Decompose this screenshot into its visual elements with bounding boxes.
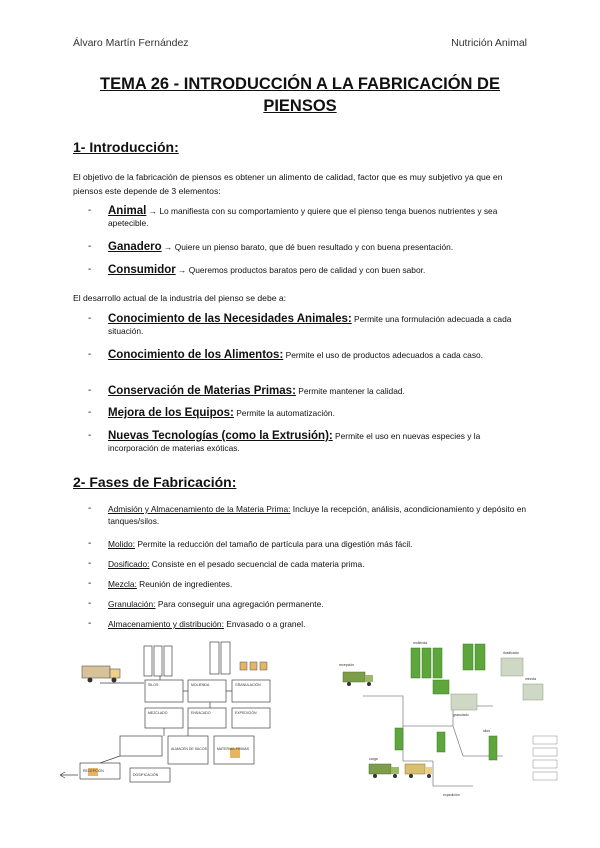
silo-shape <box>411 648 420 678</box>
legend-box <box>533 748 557 756</box>
silo-shape <box>463 644 473 670</box>
factor-term: Conocimiento de las Necesidades Animales: <box>108 313 352 325</box>
silo-shape <box>422 648 431 678</box>
plant-label: SILOS <box>148 683 159 687</box>
bullet-dash: - <box>88 618 92 629</box>
hopper-shape <box>250 662 257 670</box>
silo-shape <box>144 646 152 676</box>
factor-item <box>88 430 528 454</box>
silo-shape <box>164 646 172 676</box>
plant-label: EXPEDICIÓN <box>235 711 257 715</box>
element-item-ganadero <box>88 241 528 253</box>
bullet-dash: - <box>88 578 92 589</box>
phase-term: Mezcla: <box>108 579 137 589</box>
hopper-shape <box>240 662 247 670</box>
element-term: Animal <box>108 205 147 217</box>
plant-label: expedición <box>443 793 460 797</box>
bullet-dash: - <box>88 264 92 275</box>
truck-shape <box>369 764 399 778</box>
section-1-intro: El objetivo de la fabricación de piensos es obtener un alimento de calidad, factor que es muy subjetivo ya que en piensos este depende de 3 elementos: <box>73 172 503 196</box>
hopper-shape <box>260 662 267 670</box>
element-text: → Queremos productos baratos pero de calidad y con buen sabor. <box>175 265 426 275</box>
silo-shape <box>221 642 230 674</box>
element-text: → Lo manifiesta con su comportamiento y quiere que el pienso tenga buenos nutrientes y sea apetecible. <box>108 206 498 228</box>
phase-term: Almacenamiento y distribución: <box>108 619 224 629</box>
bullet-dash: - <box>88 349 92 360</box>
plant-label: GRANULACIÓN <box>235 683 261 687</box>
building-block <box>501 658 523 676</box>
element-term: Consumidor <box>108 264 176 276</box>
plant-label: mezcla <box>525 677 537 681</box>
phase-text: Reunión de ingredientes. <box>136 579 233 589</box>
silo-shape <box>395 728 403 750</box>
building-block <box>120 736 162 756</box>
outbound-arrow <box>60 772 78 778</box>
plant-label: MATERIAS PRIMAS <box>217 747 250 751</box>
development-intro: El desarrollo actual de la industria del pienso se debe a: <box>73 293 287 303</box>
section-1-heading: 1- Introducción: <box>73 139 179 155</box>
plant-label: MEZCLADO <box>148 711 168 715</box>
phase-term: Dosificado: <box>108 559 150 569</box>
phase-text: Envasado o a granel. <box>223 619 306 629</box>
factor-text: Permite mantener la calidad. <box>295 386 405 396</box>
document-title <box>60 73 540 117</box>
plant-label: molienda <box>413 641 428 645</box>
factor-text: Permite el uso en nuevas especies y la incorporación de materias exóticas. <box>108 431 481 453</box>
element-item-consumidor <box>88 264 528 276</box>
factor-text: Permite el uso de productos adecuados a cada caso. <box>283 350 484 360</box>
title-line-1: TEMA 26 - INTRODUCCIÓN A LA FABRICACIÓN DE <box>100 75 500 93</box>
phase-item <box>88 598 528 610</box>
truck-shape <box>82 666 120 683</box>
bullet-dash: - <box>88 538 92 549</box>
factor-term: Conservación de Materias Primas: <box>108 385 296 397</box>
section-2-heading: 2- Fases de Fabricación: <box>73 474 237 490</box>
bullet-dash: - <box>88 430 92 441</box>
phase-text: Permite la reducción del tamaño de partícula para una digestión más fácil. <box>135 539 413 549</box>
plant-label: granulado <box>453 713 469 717</box>
phase-term: Molido: <box>108 539 135 549</box>
feed-mill-color-diagram <box>333 636 565 814</box>
silo-shape <box>154 646 162 676</box>
factor-item <box>88 313 528 337</box>
legend-box <box>533 736 557 744</box>
header-subject: Nutrición Animal <box>451 37 527 49</box>
factor-term: Mejora de los Equipos: <box>108 407 234 419</box>
factor-item <box>88 385 528 397</box>
silo-shape <box>433 680 449 694</box>
factor-text: Permite la automatización. <box>233 408 335 418</box>
bullet-dash: - <box>88 598 92 609</box>
factor-term: Conocimiento de los Alimentos: <box>108 349 284 361</box>
plant-label: carga <box>369 757 378 761</box>
bullet-dash: - <box>88 407 92 418</box>
feed-mill-plant-diagram <box>60 638 290 808</box>
phase-item <box>88 538 528 550</box>
plant-label: ALMACÉN DE SACOS <box>171 747 207 751</box>
bullet-dash: - <box>88 503 92 514</box>
plant-label: RECEPCIÓN <box>83 769 104 773</box>
plant-label: silos <box>483 729 491 733</box>
phase-item <box>88 578 528 590</box>
element-text: → Quiere un pienso barato, que dé buen resultado y con buena presentación. <box>161 242 454 252</box>
phase-term: Granulación: <box>108 599 156 609</box>
factor-item <box>88 349 528 361</box>
legend-box <box>533 772 557 780</box>
bullet-dash: - <box>88 385 92 396</box>
factor-text: Permite una formulación adecuada a cada situación. <box>108 314 512 336</box>
phase-item <box>88 618 528 630</box>
building-block <box>451 694 477 710</box>
silo-shape <box>437 732 445 752</box>
silo-shape <box>489 736 497 760</box>
phase-text: Incluye la recepción, análisis, acondicionamiento y depósito en tanques/silos. <box>108 504 527 526</box>
bullet-dash: - <box>88 313 92 324</box>
factor-item <box>88 407 528 419</box>
phase-term: Admisión y Almacenamiento de la Materia Prima: <box>108 504 291 514</box>
element-item-animal <box>88 205 528 229</box>
bullet-dash: - <box>88 558 92 569</box>
title-line-2: PIENSOS <box>263 97 337 115</box>
plant-label: MOLIENDA <box>191 683 210 687</box>
silo-shape <box>475 644 485 670</box>
bullet-dash: - <box>88 241 92 252</box>
legend-box <box>533 760 557 768</box>
phase-text: Para conseguir una agregación permanente. <box>155 599 324 609</box>
silo-shape <box>433 648 442 678</box>
plant-label: DOSIFICACIÓN <box>133 773 159 777</box>
phase-text: Consiste en el pesado secuencial de cada materia prima. <box>149 559 365 569</box>
silo-shape <box>210 642 219 674</box>
phase-item <box>88 503 528 527</box>
plant-label: ENSACADO <box>191 711 211 715</box>
plant-label: recepción <box>339 663 355 667</box>
phase-item <box>88 558 528 570</box>
truck-shape <box>343 672 373 686</box>
plant-label: dosificado <box>503 651 519 655</box>
header-author: Álvaro Martín Fernández <box>73 37 189 49</box>
bullet-dash: - <box>88 205 92 216</box>
factor-term: Nuevas Tecnologías (como la Extrusión): <box>108 430 333 442</box>
element-term: Ganadero <box>108 241 162 253</box>
truck-shape <box>405 764 432 778</box>
building-block <box>523 684 543 700</box>
